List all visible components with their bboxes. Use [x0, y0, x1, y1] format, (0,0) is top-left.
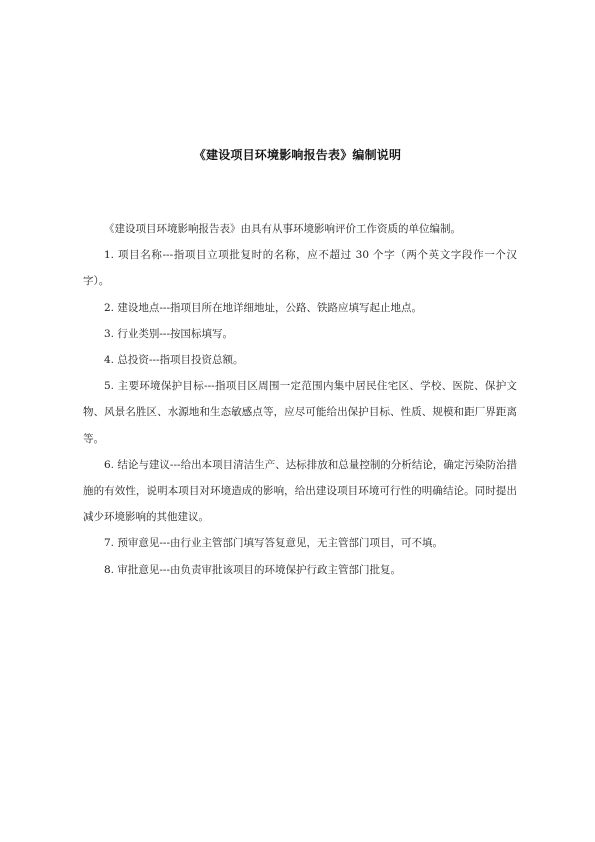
paragraph-construction-site: 2. 建设地点---指项目所在地详细地址，公路、铁路应填写起止地点。 — [104, 301, 422, 314]
paragraph-conclusions: 6. 结论与建议---给出本项目清洁生产、达标排放和总量控制的分析结论，确定污染防治措施的有效性，说明本项目对环境造成的影响，给出建设项目环境可行性的明确结论。同时提出减少环境影响的其他建议。 — [83, 458, 517, 524]
paragraph-industry-category: 3. 行业类别---按国标填写。 — [104, 327, 233, 340]
paragraph-total-investment: 4. 总投资---指项目投资总额。 — [104, 354, 244, 367]
paragraph-project-name: 1. 项目名称---指项目立项批复时的名称，应不超过 30 个字（两个英文字段作一个汉字）。 — [83, 249, 517, 288]
document-body — [83, 216, 517, 583]
paragraph-protection-targets: 5. 主要环境保护目标---指项目区周围一定范围内集中居民住宅区、学校、医院、保护文物、风景名胜区、水源地和生态敏感点等，应尽可能给出保护目标、性质、规模和距厂界距离等。 — [83, 380, 517, 445]
document-title: 《建设项目环境影响报告表》编制说明 — [193, 148, 402, 162]
paragraph-approval-opinion: 8. 审批意见---由负责审批该项目的环境保护行政主管部门批复。 — [104, 563, 401, 576]
paragraph-intro: 《建设项目环境影响报告表》由具有从事环境影响评价工作资质的单位编制。 — [104, 223, 461, 235]
paragraph-preliminary-review: 7. 预审意见---由行业主管部门填写答复意见，无主管部门项目，可不填。 — [104, 537, 443, 550]
